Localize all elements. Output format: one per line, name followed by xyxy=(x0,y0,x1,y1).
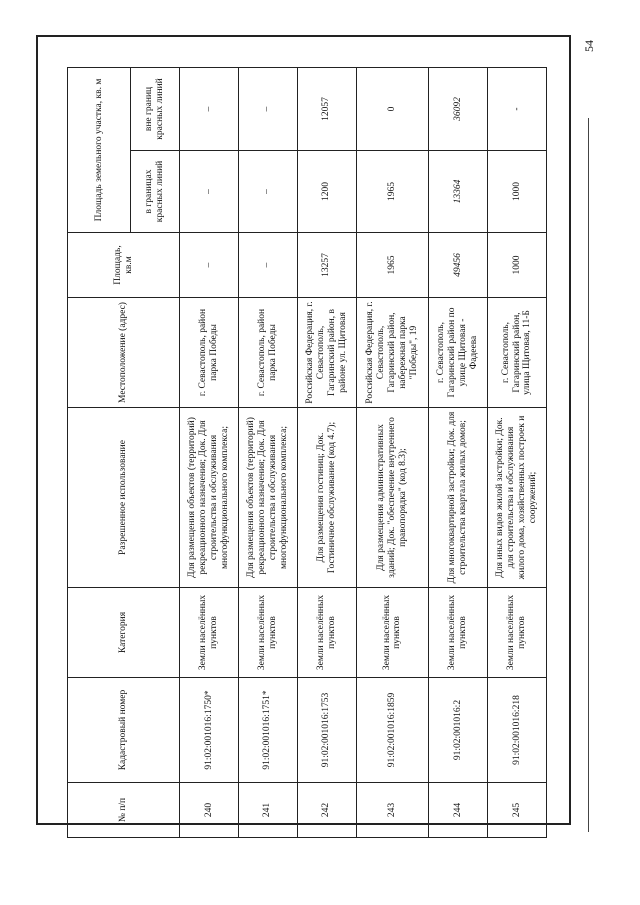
table-row xyxy=(180,67,239,837)
table-row xyxy=(238,67,297,837)
cell-num: 244 xyxy=(429,783,488,838)
cell-area: 1000 xyxy=(488,233,547,298)
header-outside-red-lines: вне границ красных линий xyxy=(131,67,180,150)
cell-cadastral: 91:02:001016:1753 xyxy=(297,678,356,783)
cell-use: Для размещения объектов (территорий) рекреационного назначения; Док. Для строительства и обслуживания многофункционального комплекса; xyxy=(180,408,239,588)
cell-inside: 1965 xyxy=(356,151,428,233)
header-location: Местоположение (адрес) xyxy=(68,298,180,408)
cell-category: Земли населённых пунктов xyxy=(356,588,428,678)
cell-category: Земли населённых пунктов xyxy=(429,588,488,678)
cell-inside: – xyxy=(180,151,239,233)
header-category: Категория xyxy=(68,588,180,678)
cell-use: Для размещения объектов (территорий) рекреационного назначения; Док. Для строительства и обслуживания многофункционального комплекса; xyxy=(238,408,297,588)
header-use: Разрешенное использование xyxy=(68,408,180,588)
cell-category: Земли населённых пунктов xyxy=(488,588,547,678)
cell-area: 49456 xyxy=(429,233,488,298)
footer-rule xyxy=(588,118,589,832)
cell-use: Для иных видов жилой застройки; Док. для строительства и обслуживания жилого дома, хозяйственных построек и сооружений; xyxy=(488,408,547,588)
cell-location: Российская Федерация, г. Севастополь, Гагаринский район, набережная парка "Победы", 19 xyxy=(356,298,428,408)
cell-cadastral: 91:02:001016:218 xyxy=(488,678,547,783)
cell-num: 243 xyxy=(356,783,428,838)
header-inside-red-lines: в границах красных линий xyxy=(131,151,180,233)
cell-cadastral: 91:02:001016:2 xyxy=(429,678,488,783)
cell-num: 241 xyxy=(238,783,297,838)
cell-outside: - xyxy=(488,67,547,150)
table-row xyxy=(488,67,547,837)
cell-location: г. Севастополь, Гагаринский район, улица Щитовая, 11-Б xyxy=(488,298,547,408)
header-plot-area: Площадь земельного участка, кв. м xyxy=(68,67,131,232)
page-number: 54 xyxy=(582,40,596,52)
cell-outside: 36092 xyxy=(429,67,488,150)
cell-cadastral: 91:02:001016:1751* xyxy=(238,678,297,783)
cell-num: 240 xyxy=(180,783,239,838)
cell-use: Для многоквартирной застройки; Док. для строительства квартала жилых домов; xyxy=(429,408,488,588)
cell-use: Для размещения гостиниц; Док. Гостиничное обслуживание (код 4.7); xyxy=(297,408,356,588)
cell-category: Земли населённых пунктов xyxy=(180,588,239,678)
cell-outside: – xyxy=(180,67,239,150)
cell-location: Российская Федерация, г. Севастополь, Гагаринский район, в районе ул. Щитовая xyxy=(297,298,356,408)
cell-use: Для размещения административных зданий; Док. "обеспечение внутреннего правопорядка" (код 8.3); xyxy=(356,408,428,588)
header-area: Площадь, кв.м xyxy=(68,233,180,298)
cell-location: г. Севастополь, Гагаринский район по улице Щитовая - Фадеева xyxy=(429,298,488,408)
cell-area: 13257 xyxy=(297,233,356,298)
cell-inside: – xyxy=(238,151,297,233)
cell-area: 1965 xyxy=(356,233,428,298)
rotated-table-container xyxy=(67,68,547,838)
cell-location: г. Севастополь, район парка Победы xyxy=(180,298,239,408)
land-plots-table xyxy=(67,67,547,838)
cell-location: г. Севастополь, район парка Победы xyxy=(238,298,297,408)
cell-category: Земли населённых пунктов xyxy=(297,588,356,678)
cell-inside: 1200 xyxy=(297,151,356,233)
header-cadastral: Кадастровый номер xyxy=(68,678,180,783)
cell-category: Земли населённых пунктов xyxy=(238,588,297,678)
table-row xyxy=(297,67,356,837)
cell-outside: 0 xyxy=(356,67,428,150)
cell-outside: – xyxy=(238,67,297,150)
cell-outside: 12057 xyxy=(297,67,356,150)
cell-inside: 13364 xyxy=(429,151,488,233)
table-row xyxy=(429,67,488,837)
table-row xyxy=(356,67,428,837)
cell-num: 245 xyxy=(488,783,547,838)
cell-inside: 1000 xyxy=(488,151,547,233)
cell-area: – xyxy=(238,233,297,298)
cell-area: – xyxy=(180,233,239,298)
cell-num: 242 xyxy=(297,783,356,838)
cell-cadastral: 91:02:001016:1750* xyxy=(180,678,239,783)
cell-cadastral: 91:02:001016:1859 xyxy=(356,678,428,783)
header-num: № п/п xyxy=(68,783,180,838)
